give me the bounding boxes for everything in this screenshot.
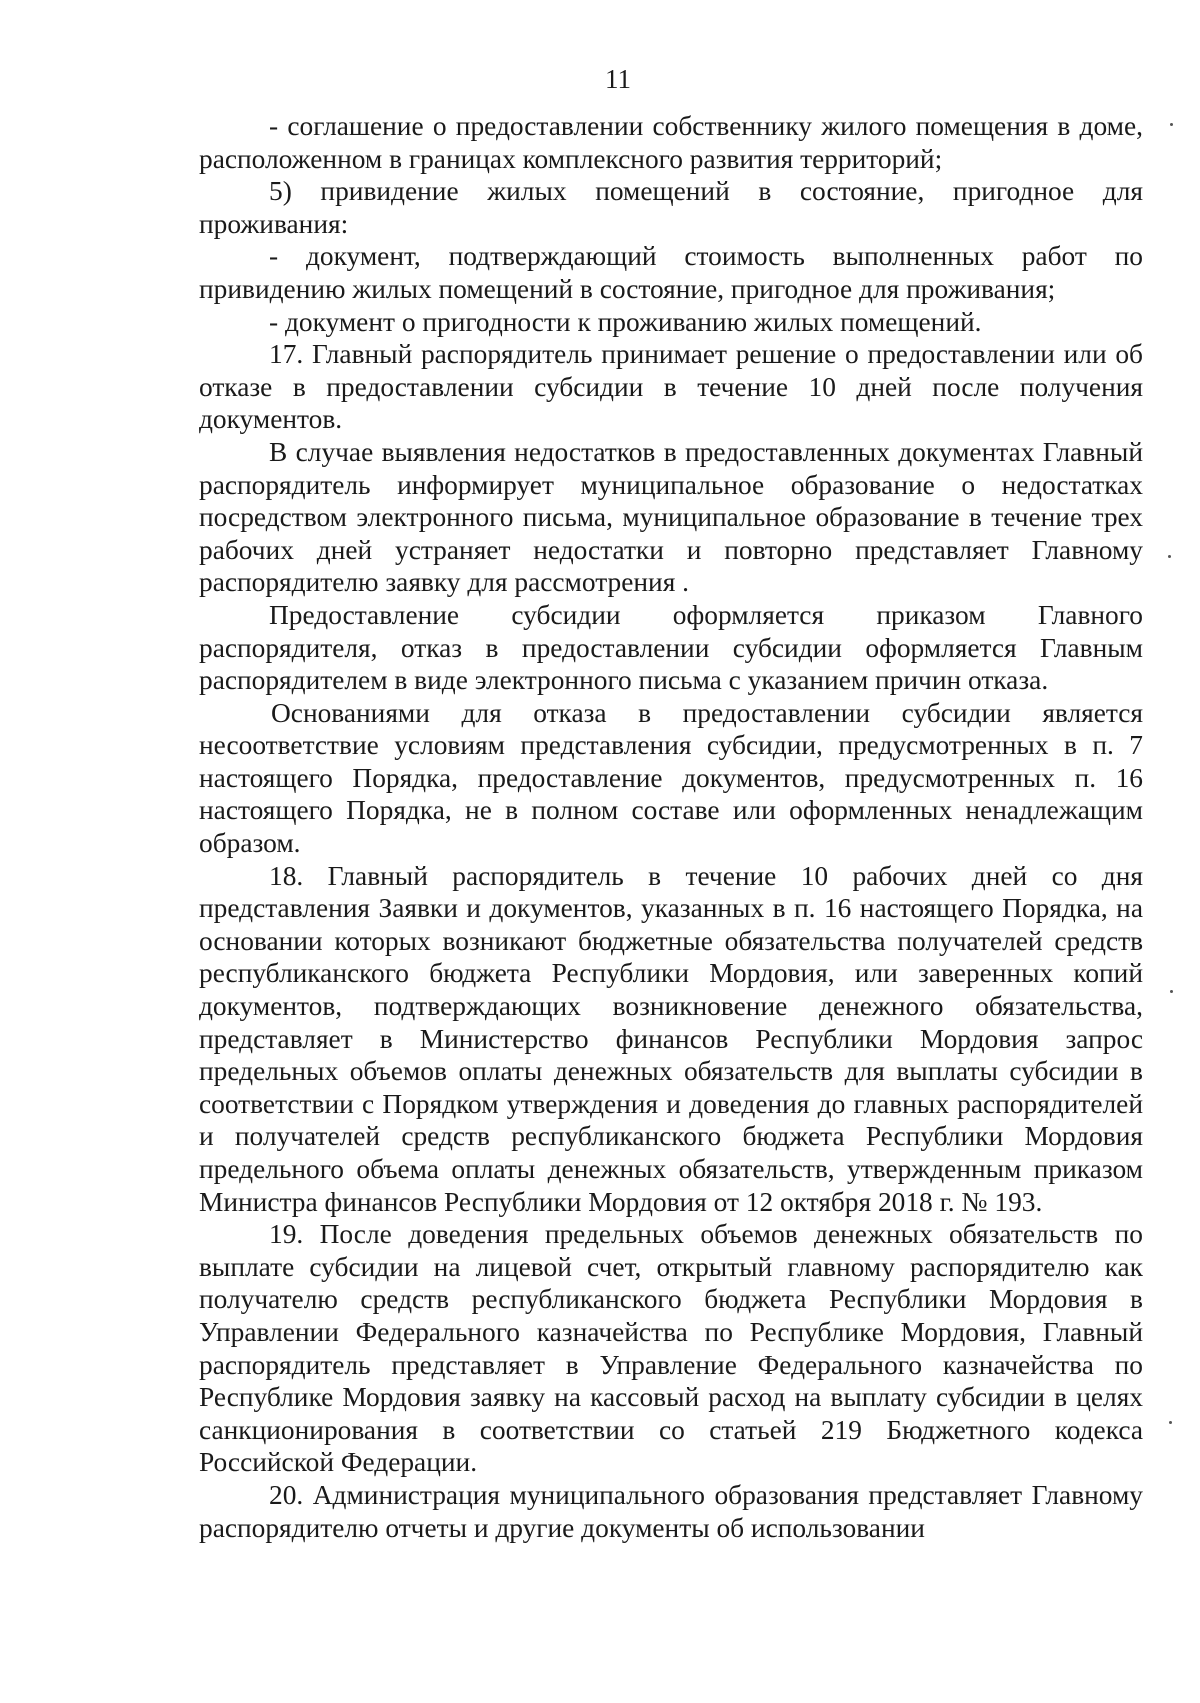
paragraph-suitability-document: - документ о пригодности к проживанию жилых помещений. <box>269 306 982 337</box>
scan-speck <box>1168 555 1171 558</box>
paragraph-deficiencies: В случае выявления недостатков в предоставленных документах Главный распорядитель информирует муниципальное образование о недостатках посредством электронного письма, муниципальное образование в течение трех рабочих дней устраняет недостатки и повторно представляет Главному распорядителю заявку для рассмотрения . <box>199 436 1143 598</box>
paragraph-section-20: 20. Администрация муниципального образования представляет Главному распорядителю отчеты и другие документы об использовании <box>199 1479 1143 1543</box>
paragraph-agreement: - соглашение о предоставлении собственнику жилого помещения в доме, расположенном в границах комплексного развития территорий; <box>199 111 1143 174</box>
paragraph-section-19: 19. После доведения предельных объемов денежных обязательств по выплате субсидии на лицевой счет, открытый главному распорядителю как получателю средств республиканского бюджета Республики Мордовия в Управлении Федерального казначейства по Республике Мордовия, Главный распорядитель представляет в Управление Федерального казначейства по Республике Мордовия заявку на кассовый расход на выплату субсидии в целях санкционирования в соответствии со статьей 219 Бюджетного кодекса Российской Федерации. <box>199 1219 1143 1478</box>
paragraph-section-17: 17. Главный распорядитель принимает решение о предоставлении или об отказе в предоставлении субсидии в течение 10 дней после получения документов. <box>199 339 1143 435</box>
paragraph-item-5: 5) привидение жилых помещений в состояние, пригодное для проживания: <box>199 176 1143 239</box>
scan-speck <box>1169 1421 1172 1424</box>
paragraph-cost-document: - документ, подтверждающий стоимость выполненных работ по привидению жилых помещений в состояние, пригодное для проживания; <box>199 241 1143 304</box>
paragraph-section-18: 18. Главный распорядитель в течение 10 рабочих дней со дня представления Заявки и документов, указанных в п. 16 настоящего Порядка, на основании которых возникают бюджетные обязательства получателей средств республиканского бюджета Республики Мордовия, или заверенных копий документов, подтверждающих возникновение денежного обязательства, представляет в Министерство финансов Республики Мордовия запрос предельных объемов оплаты денежных обязательств для выплаты субсидии в соответствии с Порядком утверждения и доведения до главных распорядителей и получателей средств республиканского бюджета Республики Мордовия предельного объема оплаты денежных обязательств, утвержденным приказом Министра финансов Республики Мордовия от 12 октября 2018 г. № 193. <box>199 860 1143 1217</box>
document-body <box>199 110 1143 1544</box>
scan-speck <box>1170 123 1173 126</box>
scan-speck <box>1170 990 1173 993</box>
page-number: 11 <box>605 64 631 94</box>
paragraph-subsidy-order: Предоставление субсидии оформляется приказом Главного распорядителя, отказ в предоставлении субсидии оформляется Главным распорядителем в виде электронного письма с указанием причин отказа. <box>199 599 1143 696</box>
paragraph-refusal-grounds: Основаниями для отказа в предоставлении субсидии является несоответствие условиям представления субсидии, предусмотренных в п. 7 настоящего Порядка, предоставление документов, предусмотренных п. 16 настоящего Порядка, не в полном составе или оформленных ненадлежащим образом. <box>199 697 1143 859</box>
